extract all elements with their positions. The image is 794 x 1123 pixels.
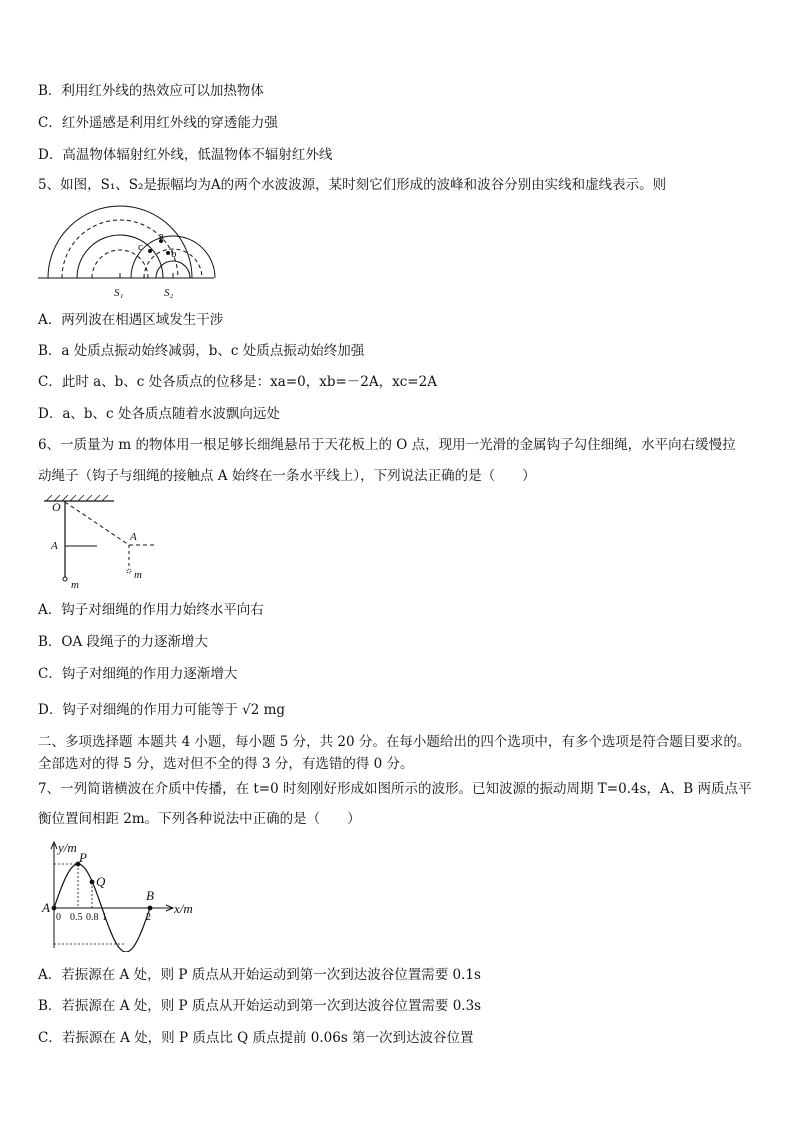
label-m-right: m (134, 569, 142, 581)
label-a-right: A (130, 531, 137, 543)
s1-crest-outer (48, 206, 192, 278)
q4-option-b: B．利用红外线的热效应可以加热物体 (38, 83, 264, 99)
label-a: a (159, 230, 164, 242)
q7-option-c: C．若振源在 A 处，则 P 质点比 Q 质点提前 0.06s 第一次到达波谷位置 (38, 1030, 474, 1046)
tick-0-8: 0.8 (86, 912, 99, 923)
q5-option-b: B．a 处质点振动始终减弱，b、c 处质点振动始终加强 (38, 343, 365, 359)
label-a: A (42, 900, 50, 915)
q6-option-c: C．钩子对细绳的作用力逐渐增大 (38, 666, 238, 682)
y-axis-label: y/m (58, 840, 77, 855)
label-q: Q (96, 874, 106, 889)
label-c: c (138, 241, 143, 253)
q6-stem-line-2: 动绳子（钩子与细绳的接触点 A 始终在一条水平线上），下列说法正确的是（ ） (38, 468, 536, 484)
section2-intro-line-1: 二、多项选择题 本题共 4 小题，每小题 5 分，共 20 分。在每小题给出的四个选项中，有多个选项是符合题目要求的。 (38, 734, 751, 750)
label-p: P (79, 850, 87, 865)
s1-trough-outer (62, 220, 178, 278)
q5-option-c: C．此时 a、b、c 处各质点的位移是：xa=0，xb=－2A，xc=2A (38, 374, 437, 390)
q7-stem-line-2: 衡位置间相距 2m。下列各种说法中正确的是（ ） (38, 811, 361, 827)
label-b: b (171, 248, 177, 260)
label-m-left: m (71, 579, 79, 591)
point-a (52, 906, 57, 911)
s1-crest-mid (77, 235, 163, 278)
point-b (148, 906, 153, 911)
point-c (148, 249, 152, 253)
label-a-left: A (51, 540, 58, 552)
label-o: O (52, 500, 61, 514)
q7-stem-line-1: 7、一列简谐横波在介质中传播，在 t=0 时刻刚好形成如图所示的波形。已知波源的振动周期 T=0.4s，A、B 两质点平 (38, 781, 752, 797)
q7-waveform-figure (40, 838, 200, 952)
q6-option-d: D．钩子对细绳的作用力可能等于 √2 mg (38, 702, 286, 718)
q7-option-b: B．若振源在 A 处，则 P 质点从开始运动到第一次到达波谷位置需要 0.3s (38, 998, 482, 1014)
mass-left (63, 577, 67, 581)
q4-option-c: C．红外遥感是利用红外线的穿透能力强 (38, 115, 278, 131)
q5-option-a: A．两列波在相遇区域发生干涉 (38, 312, 224, 328)
label-b: B (146, 888, 154, 903)
tick-2: 2 (146, 912, 151, 923)
tick-0-5: 0.5 (70, 912, 83, 923)
q4-option-d: D．高温物体辐射红外线，低温物体不辐射红外线 (38, 147, 333, 163)
mass-right (127, 569, 131, 573)
q6-option-b: B．OA 段绳子的力逐渐增大 (38, 634, 209, 650)
rope-oa-dashed (65, 502, 129, 545)
tick-0: 0 (56, 912, 61, 923)
q6-stem-line-1: 6、一质量为 m 的物体用一根足够长细绳悬吊于天花板上的 O 点，现用一光滑的金属钩子勾住细绳，水平向右缓慢拉 (38, 437, 736, 453)
q5-option-d: D．a、b、c 处各质点随着水波飘向远处 (38, 406, 280, 422)
point-q (90, 880, 95, 885)
q7-option-a: A．若振源在 A 处，则 P 质点从开始运动到第一次到达波谷位置需要 0.1s (38, 967, 481, 983)
q5-stem: 5、如图，S₁、S₂是振幅均为A的两个水波波源，某时刻它们形成的波峰和波谷分别由实线和虚线表示。则 (38, 177, 667, 193)
label-s1: S₁ (114, 287, 124, 299)
x-axis-label: x/m (174, 901, 193, 916)
label-s2: S₂ (164, 287, 174, 299)
tick-1: 1 (102, 912, 107, 923)
q6-option-a: A．钩子对细绳的作用力始终水平向右 (38, 602, 264, 618)
point-b (166, 251, 170, 255)
q6-rope-figure (40, 493, 170, 595)
q5-wave-figure (36, 203, 216, 303)
section2-intro-line-2: 全部选对的得 5 分，选对但不全的得 3 分，有选错的得 0 分。 (38, 756, 414, 772)
